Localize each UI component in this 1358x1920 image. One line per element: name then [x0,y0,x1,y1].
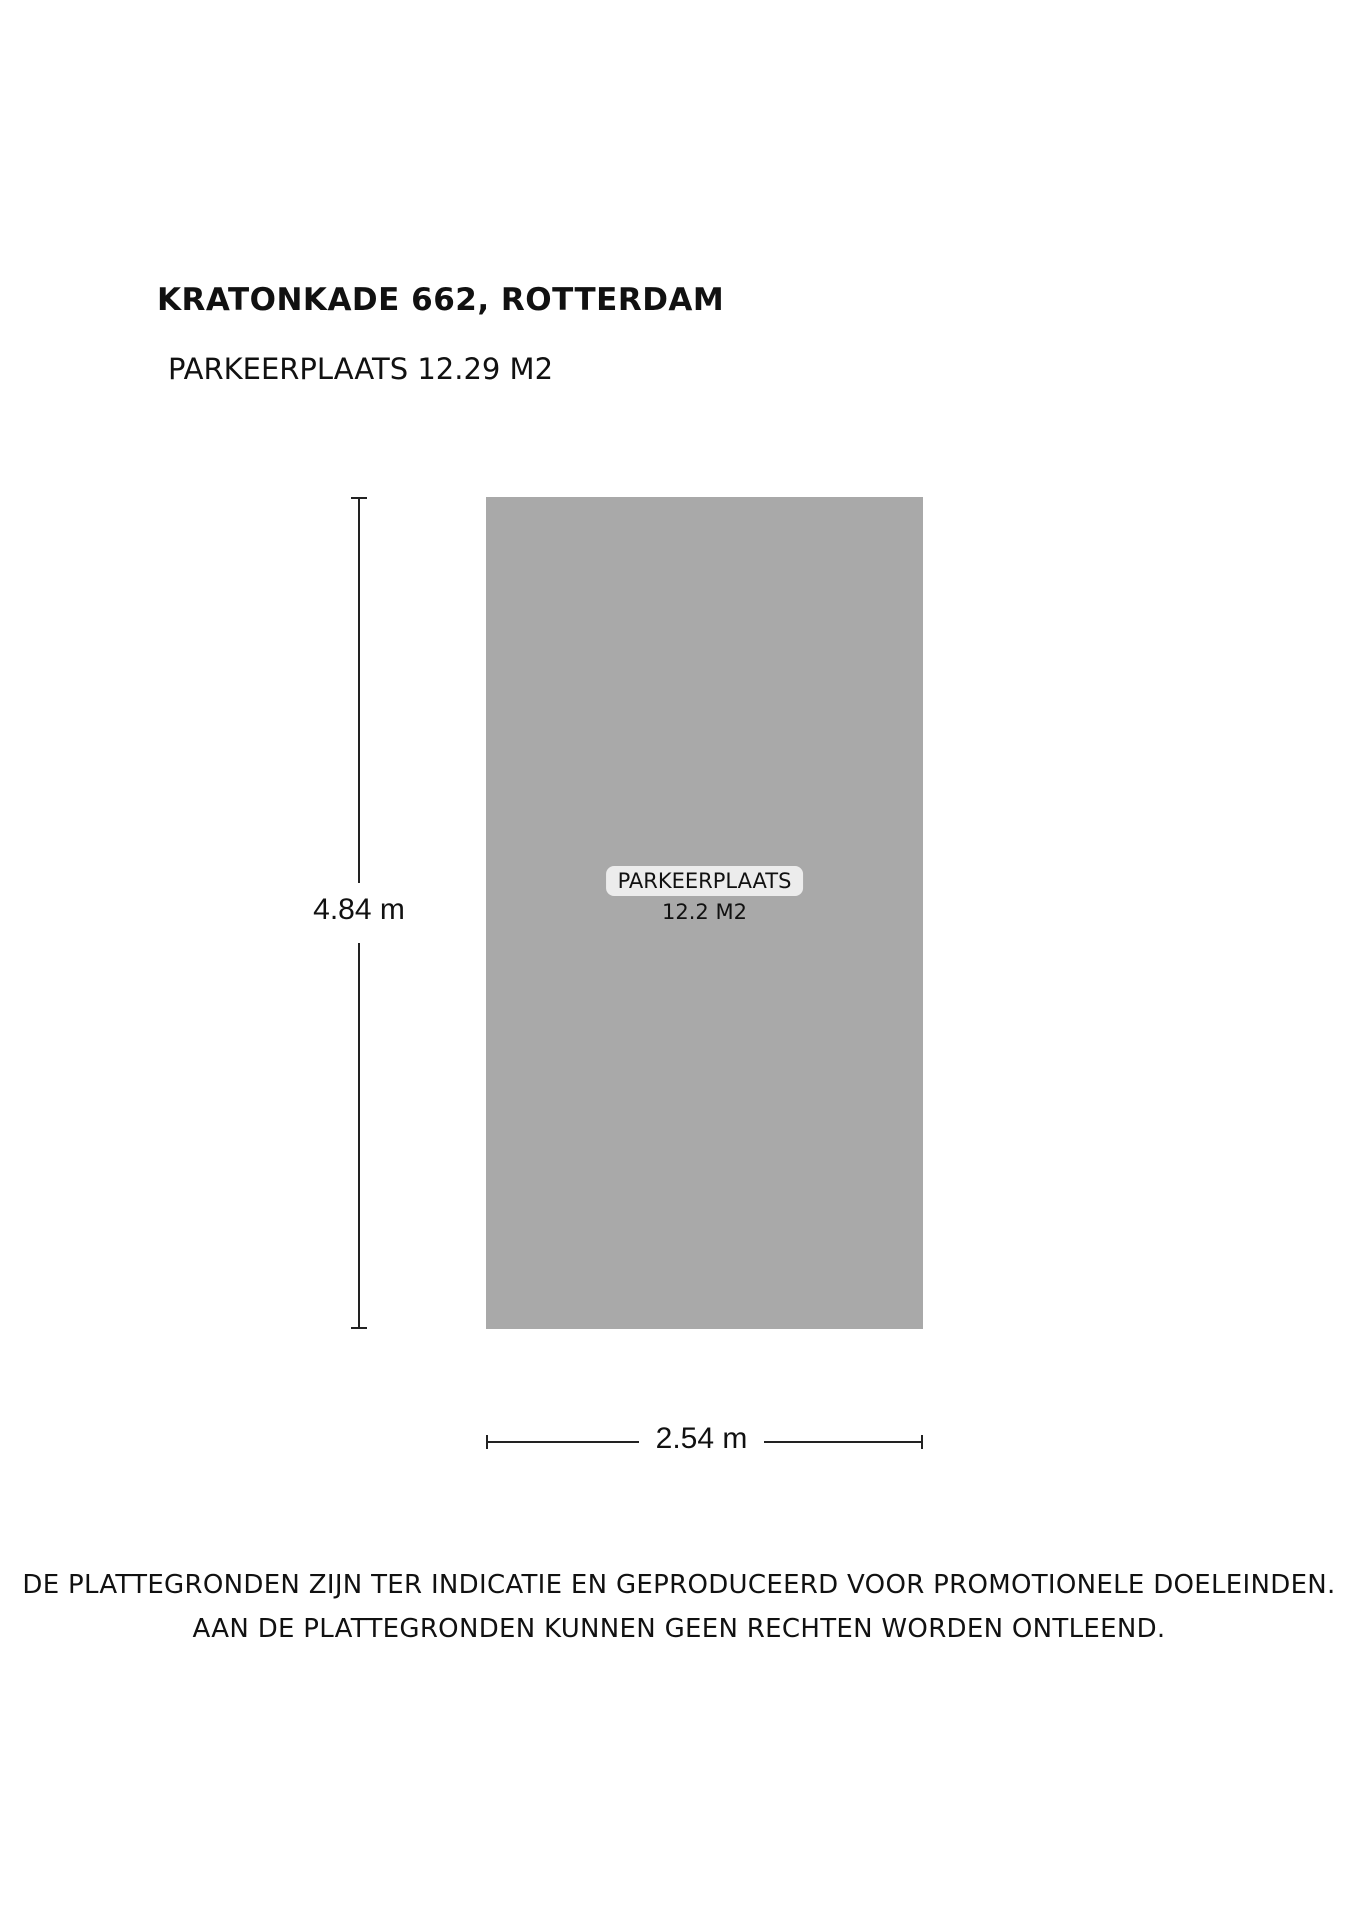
width-dimension-line-left [486,1441,639,1443]
width-dimension-line-right [764,1441,923,1443]
width-dimension-label: 2.54 m [655,1422,748,1455]
height-dimension-line-bottom [358,943,360,1329]
room-label [606,866,804,924]
page-subtitle: PARKEERPLAATS 12.29 M2 [168,352,554,386]
height-dimension-line-top [358,497,360,883]
height-dimension-label: 4.84 m [313,893,405,926]
disclaimer-line-2: AAN DE PLATTEGRONDEN KUNNEN GEEN RECHTEN WORDEN ONTLEEND. [192,1614,1166,1644]
room-name: PARKEERPLAATS [606,866,804,896]
width-dimension-cap-right [921,1435,923,1449]
page-title: KRATONKADE 662, ROTTERDAM [157,282,725,318]
parking-space-room [486,497,923,1329]
room-area: 12.2 M2 [662,900,747,924]
disclaimer [0,1563,1358,1651]
height-dimension-cap-bottom [351,1327,367,1329]
disclaimer-line-1: DE PLATTEGRONDEN ZIJN TER INDICATIE EN GEPRODUCEERD VOOR PROMOTIONELE DOELEINDEN. [22,1570,1336,1600]
